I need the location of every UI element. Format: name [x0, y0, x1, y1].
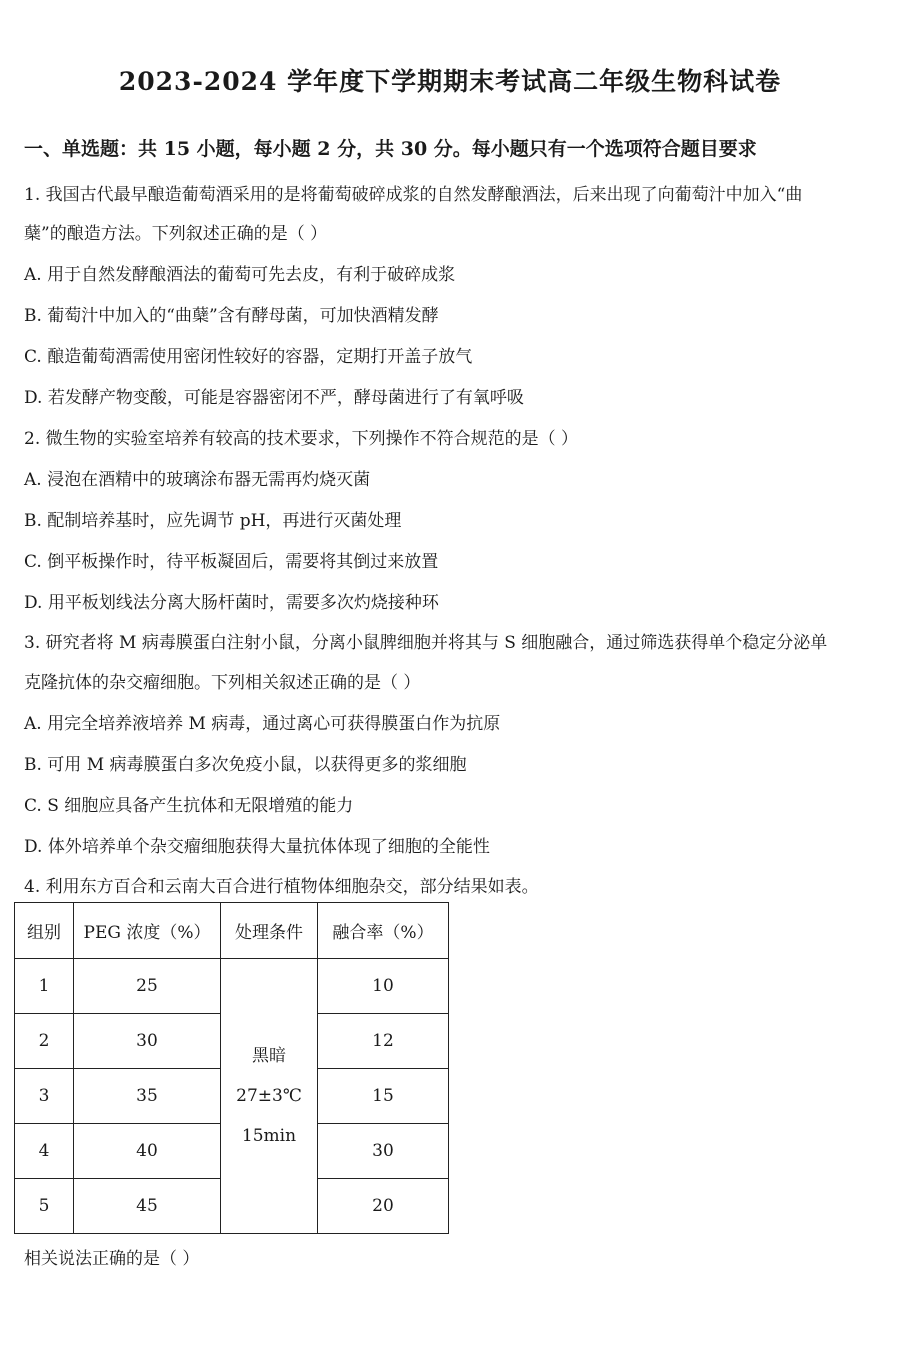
exam-title: 2023-2024 学年度下学期期末考试高二年级生物科试卷 — [118, 67, 782, 96]
cell-rate: 30 — [318, 1124, 449, 1179]
q1-option-a: A. 用于自然发酵酿酒法的葡萄可先去皮，有利于破碎成浆 — [24, 265, 456, 285]
cell-peg: 35 — [74, 1069, 221, 1124]
q2-option-b: B. 配制培养基时，应先调节 pH，再进行灭菌处理 — [24, 511, 402, 531]
q3-option-c: C. S 细胞应具备产生抗体和无限增殖的能力 — [24, 796, 354, 816]
cell-peg: 30 — [74, 1014, 221, 1069]
q2-option-a: A. 浸泡在酒精中的玻璃涂布器无需再灼烧灭菌 — [24, 470, 371, 490]
cell-group: 4 — [15, 1124, 74, 1179]
cell-group: 5 — [15, 1179, 74, 1234]
header-rate: 融合率（%） — [318, 903, 449, 959]
condition-dark: 黑暗 — [252, 1046, 286, 1066]
peg-fusion-table — [14, 902, 449, 1234]
condition-time: 15min — [241, 1126, 297, 1146]
q3-stem-line1: 3. 研究者将 M 病毒膜蛋白注射小鼠，分离小鼠脾细胞并将其与 S 细胞融合，通过筛选获得单个稳定分泌单 — [24, 633, 828, 653]
cell-rate: 10 — [318, 959, 449, 1014]
q3-option-b: B. 可用 M 病毒膜蛋白多次免疫小鼠，以获得更多的浆细胞 — [24, 755, 467, 775]
table-row — [15, 959, 449, 1014]
cell-peg: 40 — [74, 1124, 221, 1179]
q1-stem-line1: 1. 我国古代最早酿造葡萄酒采用的是将葡萄破碎成浆的自然发酵酿酒法，后来出现了向葡萄汁中加入“曲 — [24, 185, 803, 205]
q4-stem-line1: 4. 利用东方百合和云南大百合进行植物体细胞杂交，部分结果如表。 — [24, 877, 539, 897]
condition-temp: 27±3℃ — [236, 1086, 302, 1106]
q2-option-c: C. 倒平板操作时，待平板凝固后，需要将其倒过来放置 — [24, 552, 439, 572]
header-condition: 处理条件 — [221, 903, 318, 959]
cell-peg: 25 — [74, 959, 221, 1014]
header-peg: PEG 浓度（%） — [74, 903, 221, 959]
cell-group: 3 — [15, 1069, 74, 1124]
cell-condition — [221, 959, 318, 1234]
cell-rate: 15 — [318, 1069, 449, 1124]
q3-stem-line2: 克隆抗体的杂交瘤细胞。下列相关叙述正确的是（ ） — [24, 673, 421, 693]
cell-rate: 12 — [318, 1014, 449, 1069]
q3-option-a: A. 用完全培养液培养 M 病毒，通过离心可获得膜蛋白作为抗原 — [24, 714, 501, 734]
cell-rate: 20 — [318, 1179, 449, 1234]
q2-stem-line1: 2. 微生物的实验室培养有较高的技术要求，下列操作不符合规范的是（ ） — [24, 429, 579, 449]
q2-option-d: D. 用平板划线法分离大肠杆菌时，需要多次灼烧接种环 — [24, 593, 439, 613]
q1-option-d: D. 若发酵产物变酸，可能是容器密闭不严，酵母菌进行了有氧呼吸 — [24, 388, 524, 408]
q1-stem-line2: 蘖”的酿造方法。下列叙述正确的是（ ） — [24, 224, 328, 244]
table-header-row — [15, 903, 449, 959]
q1-option-c: C. 酿造葡萄酒需使用密闭性较好的容器，定期打开盖子放气 — [24, 347, 473, 367]
cell-group: 2 — [15, 1014, 74, 1069]
header-group: 组别 — [15, 903, 74, 959]
cell-group: 1 — [15, 959, 74, 1014]
q3-option-d: D. 体外培养单个杂交瘤细胞获得大量抗体体现了细胞的全能性 — [24, 837, 490, 857]
cell-peg: 45 — [74, 1179, 221, 1234]
section-heading: 一、单选题：共 15 小题，每小题 2 分，共 30 分。每小题只有一个选项符合题目要求 — [24, 138, 757, 160]
q4-followup: 相关说法正确的是（ ） — [24, 1249, 200, 1269]
q1-option-b: B. 葡萄汁中加入的“曲蘖”含有酵母菌，可加快酒精发酵 — [24, 306, 439, 326]
